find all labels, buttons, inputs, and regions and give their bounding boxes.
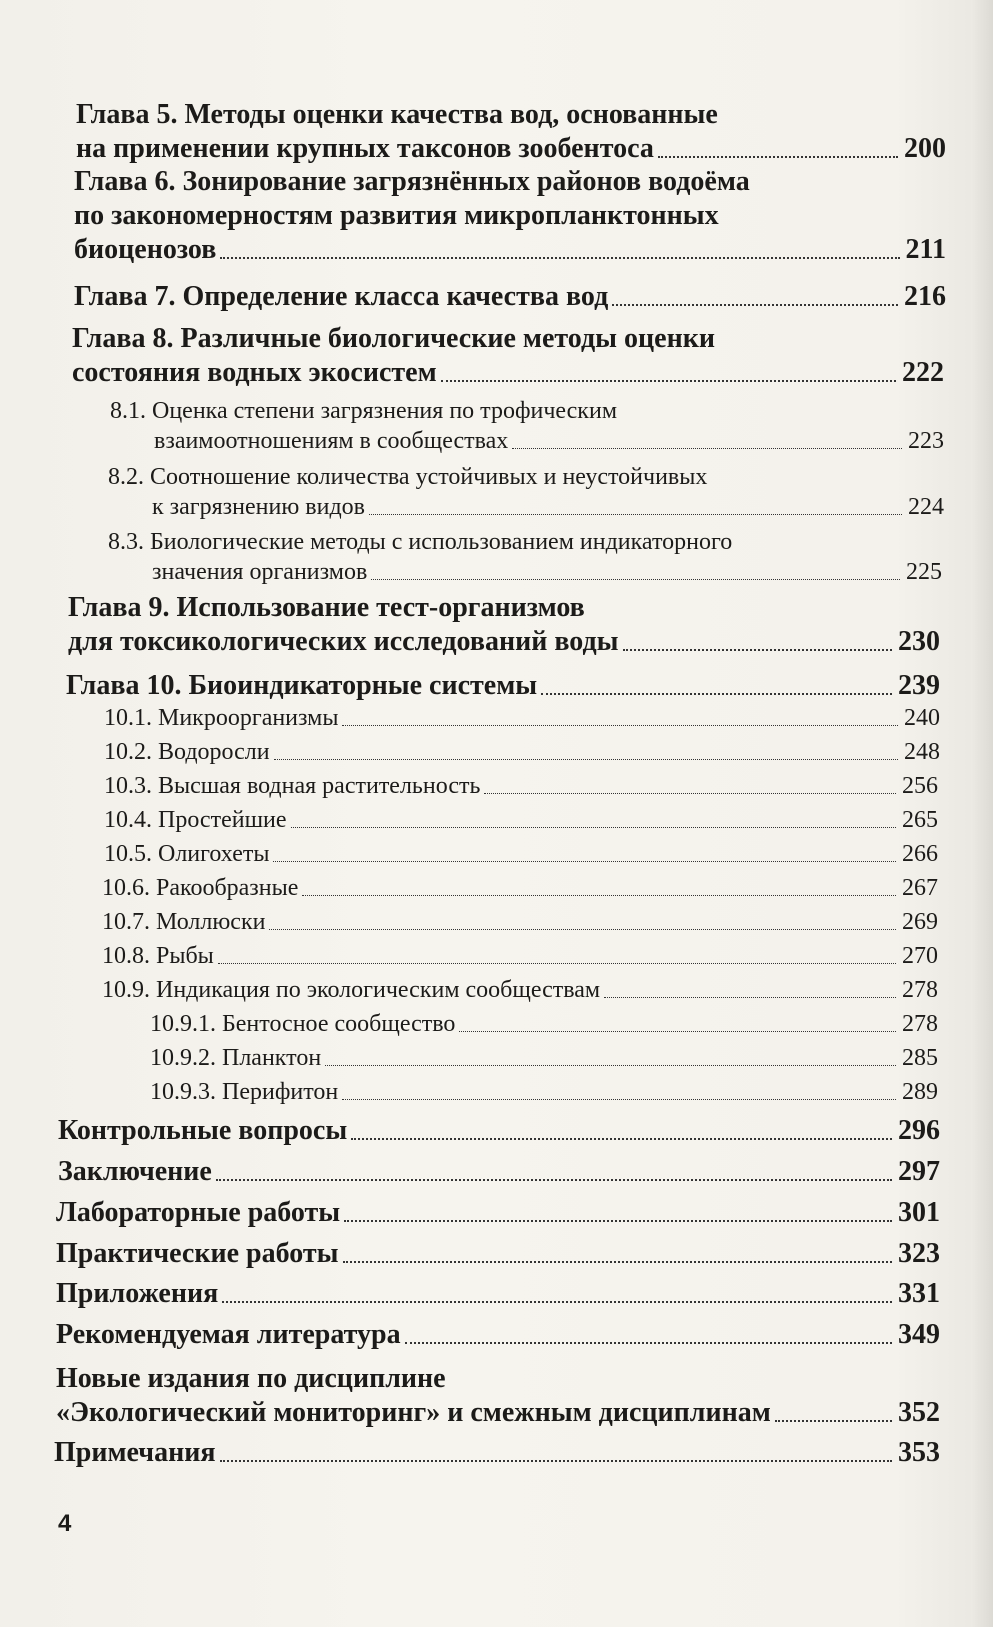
toc-entry-page: 230 bbox=[898, 626, 940, 657]
toc-entry-title: 10.7. Моллюски bbox=[102, 909, 266, 935]
dot-leader bbox=[371, 579, 900, 580]
toc-entry bbox=[58, 1114, 940, 1148]
toc-entry bbox=[102, 907, 938, 937]
toc-entry bbox=[72, 322, 944, 390]
toc-entry bbox=[102, 975, 938, 1005]
toc-entry-line bbox=[58, 1155, 940, 1189]
toc-entry-line bbox=[102, 975, 938, 1005]
dot-leader bbox=[459, 1031, 896, 1032]
toc-entry-line bbox=[104, 839, 938, 869]
toc-entry-line bbox=[108, 527, 942, 557]
toc-entry-title: Приложения bbox=[56, 1278, 219, 1309]
toc-entry-page: 266 bbox=[902, 841, 938, 867]
toc-entry bbox=[104, 805, 938, 835]
toc-entry-line bbox=[150, 1077, 938, 1107]
toc-entry-page: 297 bbox=[898, 1156, 940, 1187]
toc-entry-title: Контрольные вопросы bbox=[58, 1115, 348, 1146]
toc-entry-line bbox=[104, 703, 940, 733]
dot-leader bbox=[302, 895, 896, 896]
toc-entry-title: Заключение bbox=[58, 1156, 212, 1187]
toc-entry-page: 223 bbox=[908, 428, 944, 454]
toc-entry-line bbox=[68, 625, 940, 659]
toc-entry-line bbox=[150, 1009, 938, 1039]
toc-entry bbox=[150, 1043, 938, 1073]
toc-entry-page: 211 bbox=[905, 234, 946, 265]
toc-entry-line bbox=[58, 1114, 940, 1148]
dot-leader bbox=[612, 304, 898, 306]
dot-leader bbox=[369, 514, 902, 515]
dot-leader bbox=[222, 1301, 892, 1303]
toc-entry bbox=[56, 1237, 940, 1271]
toc-entry-title: состояния водных экосистем bbox=[72, 357, 437, 388]
dot-leader bbox=[325, 1065, 896, 1066]
toc-entry-title: на применении крупных таксонов зообентоса bbox=[76, 133, 654, 164]
dot-leader bbox=[541, 693, 892, 695]
toc-entry-page: 200 bbox=[904, 133, 946, 164]
toc-entry-line bbox=[66, 669, 940, 703]
toc-entry-line bbox=[56, 1196, 940, 1230]
toc-entry-page: 256 bbox=[902, 773, 938, 799]
toc-entry bbox=[66, 669, 940, 703]
toc-entry-page: 323 bbox=[898, 1238, 940, 1269]
dot-leader bbox=[342, 725, 898, 726]
toc-entry-page: 278 bbox=[902, 977, 938, 1003]
dot-leader bbox=[291, 827, 896, 828]
toc-entry-line bbox=[56, 1237, 940, 1271]
toc-entry-line bbox=[56, 1277, 940, 1311]
toc-entry bbox=[104, 703, 940, 733]
toc-entry bbox=[56, 1277, 940, 1311]
toc-entry-page: 270 bbox=[902, 943, 938, 969]
dot-leader bbox=[220, 1460, 893, 1462]
toc-entry-line bbox=[74, 165, 946, 199]
toc-entry bbox=[76, 98, 946, 166]
toc-entry-line bbox=[110, 396, 944, 426]
toc-entry-line bbox=[56, 1362, 940, 1396]
toc-entry bbox=[74, 165, 946, 267]
toc-entry-title: взаимоотношениям в сообществах bbox=[154, 428, 509, 454]
toc-entry-line bbox=[76, 132, 946, 166]
toc-entry-line bbox=[110, 426, 944, 456]
toc-entry bbox=[102, 873, 938, 903]
dot-leader bbox=[658, 156, 898, 158]
toc-entry-title: Глава 7. Определение класса качества вод bbox=[74, 281, 609, 312]
toc-entry-title: 10.3. Высшая водная растительность bbox=[104, 773, 481, 799]
toc-entry-line bbox=[150, 1043, 938, 1073]
dot-leader bbox=[775, 1420, 892, 1422]
toc-entry-page: 289 bbox=[902, 1079, 938, 1105]
toc-entry-page: 353 bbox=[898, 1437, 940, 1468]
dot-leader bbox=[351, 1138, 892, 1140]
toc-entry-title: Глава 8. Различные биологические методы оценки bbox=[72, 323, 715, 354]
toc-entry-page: 267 bbox=[902, 875, 938, 901]
dot-leader bbox=[216, 1179, 892, 1181]
toc-entry bbox=[104, 737, 940, 767]
toc-entry-page: 224 bbox=[908, 494, 944, 520]
toc-entry-title: Примечания bbox=[54, 1437, 216, 1468]
toc-entry-page: 222 bbox=[902, 357, 944, 388]
toc-entry-page: 240 bbox=[904, 705, 940, 731]
toc-entry bbox=[68, 591, 940, 659]
toc-entry-title: 8.1. Оценка степени загрязнения по трофическим bbox=[110, 398, 617, 424]
toc-entry-page: 216 bbox=[904, 281, 946, 312]
toc-entry bbox=[150, 1077, 938, 1107]
toc-entry-title: 10.9.3. Перифитон bbox=[150, 1079, 339, 1105]
toc-entry-title: 8.2. Соотношение количества устойчивых и неустойчивых bbox=[108, 464, 708, 490]
toc-entry-page: 248 bbox=[904, 739, 940, 765]
toc-entry bbox=[104, 771, 938, 801]
toc-entry-title: 10.2. Водоросли bbox=[104, 739, 270, 765]
toc-entry bbox=[54, 1436, 940, 1470]
toc-entry-line bbox=[74, 280, 946, 314]
dot-leader bbox=[269, 929, 896, 930]
toc-entry-title: 10.9.1. Бентосное сообщество bbox=[150, 1011, 456, 1037]
toc-entry-title: 10.8. Рыбы bbox=[102, 943, 214, 969]
dot-leader bbox=[604, 997, 896, 998]
toc-entry-title: 10.5. Олигохеты bbox=[104, 841, 270, 867]
dot-leader bbox=[343, 1261, 892, 1263]
dot-leader bbox=[484, 793, 896, 794]
toc-entry-page: 352 bbox=[898, 1397, 940, 1428]
toc-entry bbox=[108, 462, 944, 522]
toc-entry-title: 10.9. Индикация по экологическим сообществам bbox=[102, 977, 601, 1003]
dot-leader bbox=[512, 448, 902, 449]
toc-entry-line bbox=[108, 462, 944, 492]
toc-entry-line bbox=[108, 557, 942, 587]
dot-leader bbox=[405, 1342, 892, 1344]
dot-leader bbox=[273, 861, 896, 862]
toc-entry-title: Новые издания по дисциплине bbox=[56, 1363, 446, 1394]
toc-entry-line bbox=[56, 1318, 940, 1352]
toc-entry-page: 301 bbox=[898, 1197, 940, 1228]
toc-entry bbox=[58, 1155, 940, 1189]
toc-entry bbox=[108, 527, 942, 587]
toc-entry-line bbox=[102, 941, 938, 971]
dot-leader bbox=[218, 963, 896, 964]
toc-entry-page: 239 bbox=[898, 670, 940, 701]
dot-leader bbox=[441, 380, 896, 382]
toc-entry-line bbox=[102, 873, 938, 903]
dot-leader bbox=[623, 649, 893, 651]
toc-entry-title: 10.6. Ракообразные bbox=[102, 875, 299, 901]
toc-entry-title: по закономерностям развития микропланктонных bbox=[74, 200, 719, 231]
page-number: 4 bbox=[58, 1510, 72, 1537]
toc-entry-line bbox=[108, 492, 944, 522]
toc-entry-line bbox=[104, 737, 940, 767]
toc-entry bbox=[104, 839, 938, 869]
toc-entry-title: 8.3. Биологические методы с использованием индикаторного bbox=[108, 529, 733, 555]
toc-entry-title: 10.9.2. Планктон bbox=[150, 1045, 322, 1071]
toc-entry-page: 331 bbox=[898, 1278, 940, 1309]
toc-entry-page: 278 bbox=[902, 1011, 938, 1037]
toc-entry-line bbox=[102, 907, 938, 937]
toc-entry-line bbox=[68, 591, 940, 625]
toc-entry-line bbox=[56, 1396, 940, 1430]
toc-entry-title: Глава 5. Методы оценки качества вод, основанные bbox=[76, 99, 718, 130]
toc-entry-page: 265 bbox=[902, 807, 938, 833]
dot-leader bbox=[274, 759, 898, 760]
dot-leader bbox=[220, 257, 899, 259]
toc-entry bbox=[56, 1318, 940, 1352]
toc-entry-title: 10.1. Микроорганизмы bbox=[104, 705, 339, 731]
dot-leader bbox=[342, 1099, 896, 1100]
toc-entry bbox=[110, 396, 944, 456]
toc-entry-title: биоценозов bbox=[74, 234, 217, 265]
toc-entry bbox=[56, 1362, 940, 1430]
toc-entry-line bbox=[104, 805, 938, 835]
toc-entry-line bbox=[74, 199, 946, 233]
toc-entry-line bbox=[104, 771, 938, 801]
toc-entry-line bbox=[54, 1436, 940, 1470]
toc-entry bbox=[150, 1009, 938, 1039]
toc-entry-title: Глава 9. Использование тест-организмов bbox=[68, 592, 585, 623]
toc-entry-title: Лабораторные работы bbox=[56, 1197, 341, 1228]
toc-entry-line bbox=[72, 356, 944, 390]
toc-entry-title: 10.4. Простейшие bbox=[104, 807, 287, 833]
toc-entry-line bbox=[72, 322, 944, 356]
toc-entry-title: значения организмов bbox=[152, 559, 368, 585]
dot-leader bbox=[344, 1220, 892, 1222]
toc-entry-page: 285 bbox=[902, 1045, 938, 1071]
toc-entry-line bbox=[74, 233, 946, 267]
toc-entry bbox=[56, 1196, 940, 1230]
toc-entry-title: Глава 6. Зонирование загрязнённых районов водоёма bbox=[74, 166, 750, 197]
toc-entry bbox=[74, 280, 946, 314]
toc-entry-title: Практические работы bbox=[56, 1238, 339, 1269]
toc-entry-page: 296 bbox=[898, 1115, 940, 1146]
toc-entry-line bbox=[76, 98, 946, 132]
toc-entry-title: «Экологический мониторинг» и смежным дисциплинам bbox=[56, 1397, 771, 1428]
toc-entry-title: к загрязнению видов bbox=[152, 494, 365, 520]
toc-entry-page: 349 bbox=[898, 1319, 940, 1350]
toc-entry-page: 225 bbox=[906, 559, 942, 585]
toc-entry-title: Глава 10. Биоиндикаторные системы bbox=[66, 670, 538, 701]
toc-entry-page: 269 bbox=[902, 909, 938, 935]
toc-entry-title: Рекомендуемая литература bbox=[56, 1319, 401, 1350]
toc-entry bbox=[102, 941, 938, 971]
toc-entry-title: для токсикологических исследований воды bbox=[68, 626, 619, 657]
